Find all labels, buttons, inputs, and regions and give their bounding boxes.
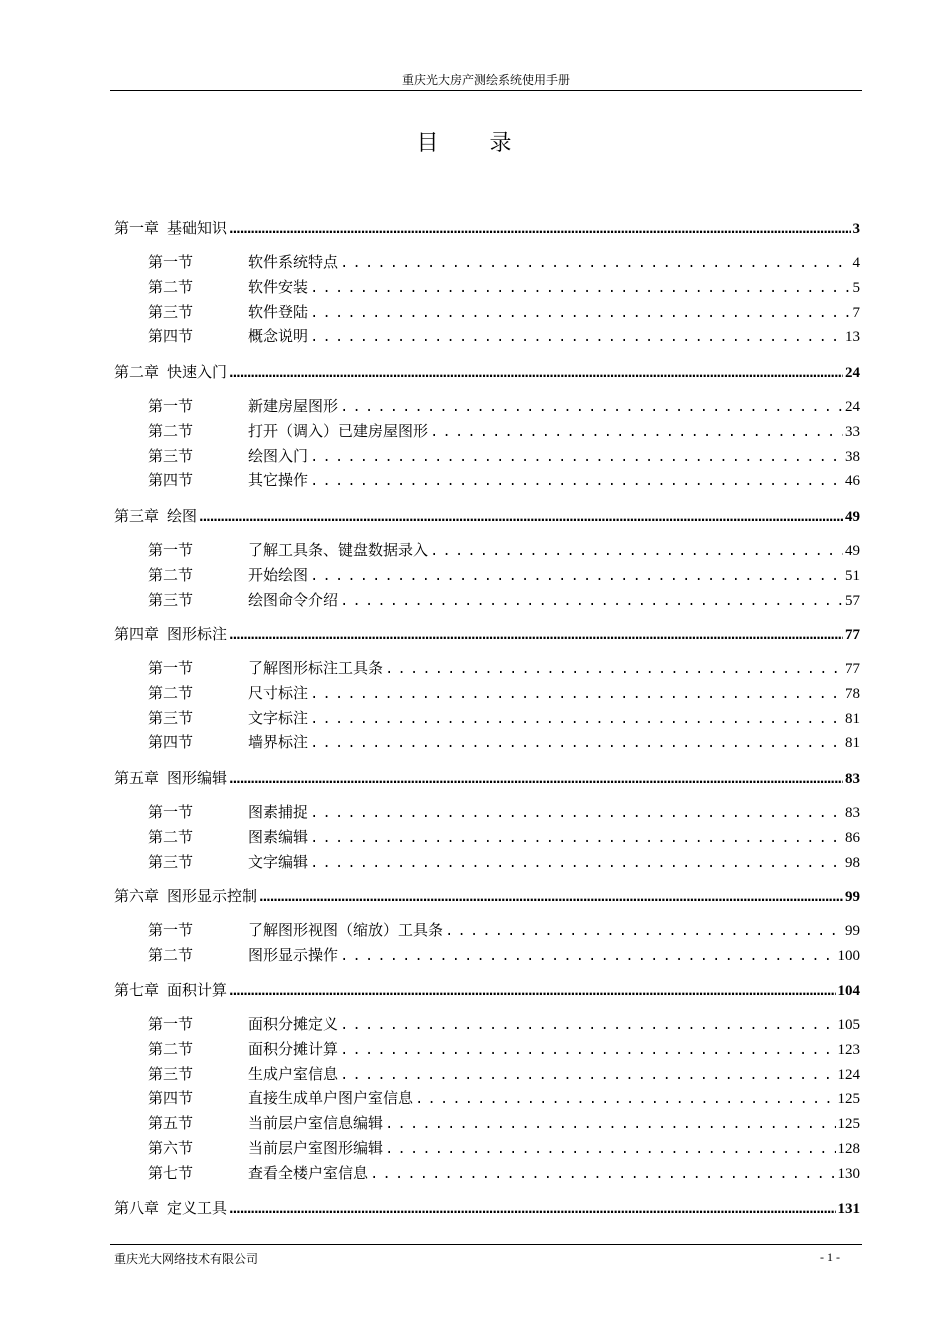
- toc-section-page: 98: [845, 854, 860, 871]
- toc-section-number: 第二节: [148, 683, 194, 702]
- toc-section-title: 软件登陆: [248, 302, 309, 321]
- toc-section-entry[interactable]: [148, 943, 860, 967]
- toc-leader-dots: [229, 979, 835, 1002]
- toc-section-page: 33: [845, 423, 860, 440]
- toc-section-title: 绘图命令介绍: [248, 590, 339, 609]
- toc-chapter-number: 第六章: [114, 887, 160, 905]
- toc-section-title: 查看全楼户室信息: [248, 1163, 369, 1182]
- toc-chapter-number: 第五章: [114, 769, 160, 787]
- toc-chapter-entry[interactable]: [114, 360, 860, 384]
- toc-section-number: 第二节: [148, 827, 194, 846]
- toc-chapter-entry[interactable]: [114, 766, 860, 790]
- toc-chapter-page: 77: [845, 627, 860, 643]
- toc-chapter-entry[interactable]: [114, 216, 860, 240]
- toc-section-page: 38: [845, 448, 860, 465]
- toc-section-number: 第一节: [148, 253, 194, 271]
- toc-section-number: 第二节: [148, 1039, 194, 1058]
- toc-section-number: 第二节: [148, 277, 194, 296]
- toc-section-number: 第二节: [148, 945, 194, 964]
- toc-section-page: 124: [837, 1066, 860, 1083]
- toc-section-title: 墙界标注: [248, 733, 309, 752]
- toc-leader-dots: [229, 217, 850, 240]
- toc-section-number: 第三节: [148, 590, 194, 609]
- toc-chapter-page: 131: [837, 1201, 860, 1217]
- toc-section-entry[interactable]: [148, 1136, 860, 1160]
- toc-chapter-title: 绘图: [167, 507, 198, 525]
- toc-section-page: 4: [852, 255, 860, 271]
- toc-chapter-title: 基础知识: [167, 219, 228, 237]
- footer-company: 重庆光大网络技术有限公司: [114, 1252, 259, 1266]
- toc-section-number: 第一节: [148, 541, 194, 559]
- toc-section-title: 面积分摊计算: [248, 1039, 339, 1058]
- toc-leader-dots: [229, 1197, 835, 1220]
- toc-section-number: 第一节: [148, 803, 194, 821]
- toc-section-page: 105: [837, 1017, 860, 1033]
- page-title: 目 录: [416, 131, 534, 156]
- toc-section-page: 99: [845, 923, 860, 939]
- toc-leader-dots: [415, 1088, 835, 1110]
- toc-leader-dots: [370, 1163, 835, 1185]
- toc-section-number: 第一节: [148, 1015, 194, 1033]
- toc-section-entry[interactable]: [148, 730, 860, 754]
- toc-leader-dots: [385, 658, 843, 680]
- toc-section-title: 了解工具条、键盘数据录入: [248, 541, 429, 559]
- toc-section-page: 57: [845, 592, 860, 609]
- toc-section-entry[interactable]: [148, 800, 860, 824]
- toc-section-page: 51: [845, 567, 860, 584]
- toc-section-page: 100: [837, 947, 860, 964]
- toc-section-entry[interactable]: [148, 1086, 860, 1110]
- toc-section-entry[interactable]: [148, 538, 860, 562]
- toc-section-page: 125: [837, 1116, 860, 1133]
- toc-section-entry[interactable]: [148, 563, 860, 587]
- toc-section-entry[interactable]: [148, 275, 860, 299]
- toc-section-title: 打开（调入）已建房屋图形: [248, 421, 429, 440]
- toc-leader-dots: [310, 852, 843, 874]
- toc-section-entry[interactable]: [148, 1012, 860, 1036]
- toc-leader-dots: [310, 683, 843, 705]
- toc-chapter-number: 第七章: [114, 981, 160, 999]
- toc-chapter-number: 第一章: [114, 219, 160, 237]
- toc-section-title: 直接生成单户图户室信息: [248, 1089, 414, 1108]
- toc-section-title: 图形显示操作: [248, 945, 339, 964]
- toc-section-page: 83: [845, 805, 860, 821]
- toc-section-entry[interactable]: [148, 444, 860, 468]
- toc-section-number: 第三节: [148, 446, 194, 465]
- toc-section-number: 第三节: [148, 852, 194, 871]
- toc-section-number: 第六节: [148, 1139, 194, 1157]
- toc-section-entry[interactable]: [148, 681, 860, 705]
- toc-section-entry[interactable]: [148, 1111, 860, 1135]
- toc-chapter-title: 图形显示控制: [167, 887, 258, 905]
- toc-chapter-page: 83: [845, 771, 860, 787]
- toc-leader-dots: [310, 302, 850, 324]
- toc-section-title: 当前层户室信息编辑: [248, 1114, 384, 1133]
- toc-chapter-page: 3: [852, 221, 860, 237]
- toc-section-number: 第二节: [148, 421, 194, 440]
- toc-section-page: 5: [852, 279, 860, 296]
- toc-leader-dots: [229, 767, 843, 790]
- toc-leader-dots: [340, 1039, 835, 1061]
- toc-section-page: 24: [845, 399, 860, 415]
- toc-chapter-page: 24: [845, 365, 860, 381]
- toc-section-title: 了解图形标注工具条: [248, 659, 384, 677]
- toc-chapter-entry[interactable]: [114, 978, 860, 1002]
- toc-chapter-page: 99: [845, 889, 860, 905]
- toc-leader-dots: [310, 470, 843, 492]
- toc-section-entry[interactable]: [148, 1161, 860, 1185]
- toc-leader-dots: [310, 326, 843, 348]
- toc-section-entry[interactable]: [148, 1062, 860, 1086]
- toc-section-entry[interactable]: [148, 918, 860, 942]
- toc-leader-dots: [430, 421, 843, 443]
- toc-section-number: 第三节: [148, 302, 194, 321]
- toc-section-title: 生成户室信息: [248, 1064, 339, 1083]
- toc-chapter-page: 104: [837, 983, 860, 999]
- footer-divider: [110, 1244, 862, 1245]
- toc-chapter-entry[interactable]: [114, 884, 860, 908]
- toc-leader-dots: [310, 565, 843, 587]
- toc-section-number: 第四节: [148, 1089, 194, 1108]
- toc-leader-dots: [310, 708, 843, 730]
- toc-section-entry[interactable]: [148, 250, 860, 274]
- toc-chapter-entry[interactable]: [114, 622, 860, 646]
- toc-section-page: 130: [837, 1165, 860, 1182]
- toc-section-title: 文字标注: [248, 708, 309, 727]
- toc-section-page: 13: [845, 329, 860, 346]
- toc-leader-dots: [229, 361, 843, 384]
- footer-page-number: - 1 -: [820, 1250, 840, 1264]
- toc-section-title: 面积分摊定义: [248, 1015, 339, 1033]
- toc-section-entry[interactable]: [148, 706, 860, 730]
- toc-section-entry[interactable]: [148, 419, 860, 443]
- toc-section-title: 软件安装: [248, 277, 309, 296]
- running-header: 重庆光大房产测绘系统使用手册: [110, 72, 862, 91]
- toc-leader-dots: [310, 732, 843, 754]
- toc-section-page: 78: [845, 685, 860, 702]
- toc-section-number: 第一节: [148, 659, 194, 677]
- toc-chapter-number: 第二章: [114, 363, 160, 381]
- toc-leader-dots: [310, 802, 843, 824]
- toc-section-title: 概念说明: [248, 327, 309, 346]
- toc-section-number: 第三节: [148, 1064, 194, 1083]
- toc-chapter-title: 快速入门: [167, 363, 228, 381]
- toc-section-number: 第五节: [148, 1114, 194, 1133]
- toc-section-page: 81: [845, 710, 860, 727]
- toc-section-title: 软件系统特点: [248, 253, 339, 271]
- toc-leader-dots: [310, 827, 843, 849]
- toc-section-page: 46: [845, 473, 860, 490]
- toc-section-title: 图素编辑: [248, 827, 309, 846]
- toc-section-entry[interactable]: [148, 324, 860, 348]
- toc-section-page: 7: [852, 304, 860, 321]
- toc-leader-dots: [340, 252, 850, 274]
- toc-chapter-number: 第三章: [114, 507, 160, 525]
- toc-section-entry[interactable]: [148, 825, 860, 849]
- toc-leader-dots: [445, 920, 843, 942]
- toc-chapter-title: 图形编辑: [167, 769, 228, 787]
- toc-section-page: 125: [837, 1091, 860, 1108]
- toc-leader-dots: [340, 945, 835, 967]
- toc-section-title: 文字编辑: [248, 852, 309, 871]
- toc-section-title: 绘图入门: [248, 446, 309, 465]
- toc-leader-dots: [340, 1014, 835, 1036]
- toc-section-title: 图素捕捉: [248, 803, 309, 821]
- toc-chapter-title: 面积计算: [167, 981, 228, 999]
- toc-section-page: 86: [845, 829, 860, 846]
- toc-leader-dots: [340, 396, 843, 418]
- toc-section-number: 第七节: [148, 1163, 194, 1182]
- toc-section-title: 其它操作: [248, 471, 309, 490]
- toc-chapter-number: 第八章: [114, 1199, 160, 1217]
- toc-section-page: 128: [837, 1141, 860, 1157]
- toc-leader-dots: [340, 590, 843, 612]
- toc-section-number: 第一节: [148, 921, 194, 939]
- toc-chapter-title: 图形标注: [167, 625, 228, 643]
- toc-section-entry[interactable]: [148, 850, 860, 874]
- toc-section-entry[interactable]: [148, 394, 860, 418]
- toc-section-title: 当前层户室图形编辑: [248, 1139, 384, 1157]
- toc-leader-dots: [199, 505, 843, 528]
- toc-section-entry[interactable]: [148, 468, 860, 492]
- toc-leader-dots: [430, 540, 843, 562]
- toc-chapter-page: 49: [845, 509, 860, 525]
- toc-section-number: 第三节: [148, 708, 194, 727]
- toc-chapter-number: 第四章: [114, 625, 160, 643]
- toc-section-title: 尺寸标注: [248, 683, 309, 702]
- toc-leader-dots: [340, 1064, 835, 1086]
- toc-section-title: 了解图形视图（缩放）工具条: [248, 921, 444, 939]
- toc-leader-dots: [310, 446, 843, 468]
- toc-section-title: 开始绘图: [248, 565, 309, 584]
- toc-section-number: 第四节: [148, 733, 194, 752]
- toc-section-entry[interactable]: [148, 1037, 860, 1061]
- toc-chapter-entry[interactable]: [114, 1196, 860, 1220]
- toc-section-page: 49: [845, 543, 860, 559]
- toc-section-number: 第一节: [148, 397, 194, 415]
- toc-section-page: 123: [837, 1041, 860, 1058]
- toc-section-title: 新建房屋图形: [248, 397, 339, 415]
- toc-section-number: 第二节: [148, 565, 194, 584]
- toc-section-entry[interactable]: [148, 656, 860, 680]
- toc-leader-dots: [259, 885, 843, 908]
- toc-leader-dots: [385, 1138, 835, 1160]
- toc-leader-dots: [310, 277, 850, 299]
- toc-section-entry[interactable]: [148, 588, 860, 612]
- toc-chapter-title: 定义工具: [167, 1199, 228, 1217]
- toc-section-page: 81: [845, 735, 860, 752]
- toc-section-number: 第四节: [148, 471, 194, 490]
- toc-chapter-entry[interactable]: [114, 504, 860, 528]
- toc-section-entry[interactable]: [148, 300, 860, 324]
- toc-section-number: 第四节: [148, 327, 194, 346]
- toc-leader-dots: [229, 623, 843, 646]
- toc-leader-dots: [385, 1113, 835, 1135]
- toc-section-page: 77: [845, 661, 860, 677]
